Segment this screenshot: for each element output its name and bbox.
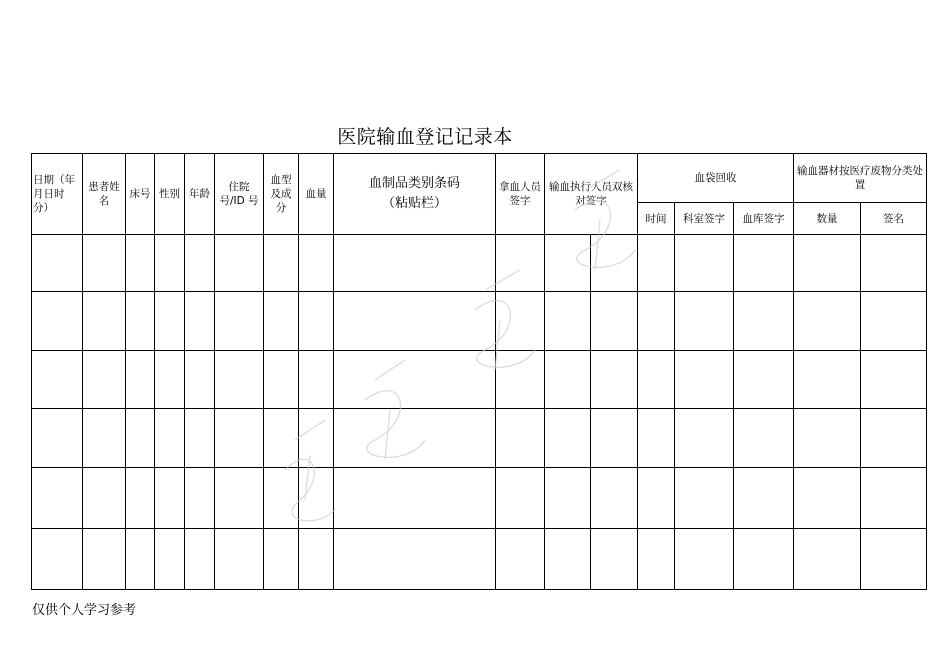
table-row <box>32 351 927 409</box>
header-admission-id: 住院号/ID 号 <box>215 154 264 235</box>
header-patient-name: 患者姓名 <box>83 154 126 235</box>
header-bag-bank-sign: 血库签字 <box>734 203 794 235</box>
header-gender: 性别 <box>155 154 185 235</box>
header-disposal-sign: 签名 <box>861 203 927 235</box>
header-barcode <box>334 154 496 235</box>
header-disposal: 输血器材按医疗废物分类处置 <box>794 154 927 203</box>
table-row <box>32 409 927 468</box>
header-bag-recovery: 血袋回收 <box>638 154 794 203</box>
header-bag-dept-sign: 科室签字 <box>675 203 734 235</box>
header-blood-type: 血型及成分 <box>264 154 299 235</box>
page-title: 医院输血登记记录本 <box>337 126 513 148</box>
header-bed-no: 床号 <box>126 154 155 235</box>
table-row <box>32 292 927 351</box>
header-pickup-signer: 拿血人员签字 <box>496 154 545 235</box>
table-row <box>32 468 927 529</box>
header-age: 年龄 <box>185 154 215 235</box>
transfusion-register-table <box>31 153 927 590</box>
header-blood-volume: 血量 <box>299 154 334 235</box>
header-bag-time: 时间 <box>638 203 675 235</box>
header-disposal-qty: 数量 <box>794 203 861 235</box>
header-barcode-line1: 血制品类别条码 <box>368 176 460 191</box>
footer-note: 仅供个人学习参考 <box>32 603 137 618</box>
header-dual-check: 输血执行人员双核对签字 <box>545 154 638 235</box>
table-row <box>32 529 927 590</box>
header-barcode-line2: （粘贴栏） <box>381 196 447 211</box>
header-date: 日期（年月日时分） <box>32 154 83 235</box>
table-row <box>32 235 927 292</box>
